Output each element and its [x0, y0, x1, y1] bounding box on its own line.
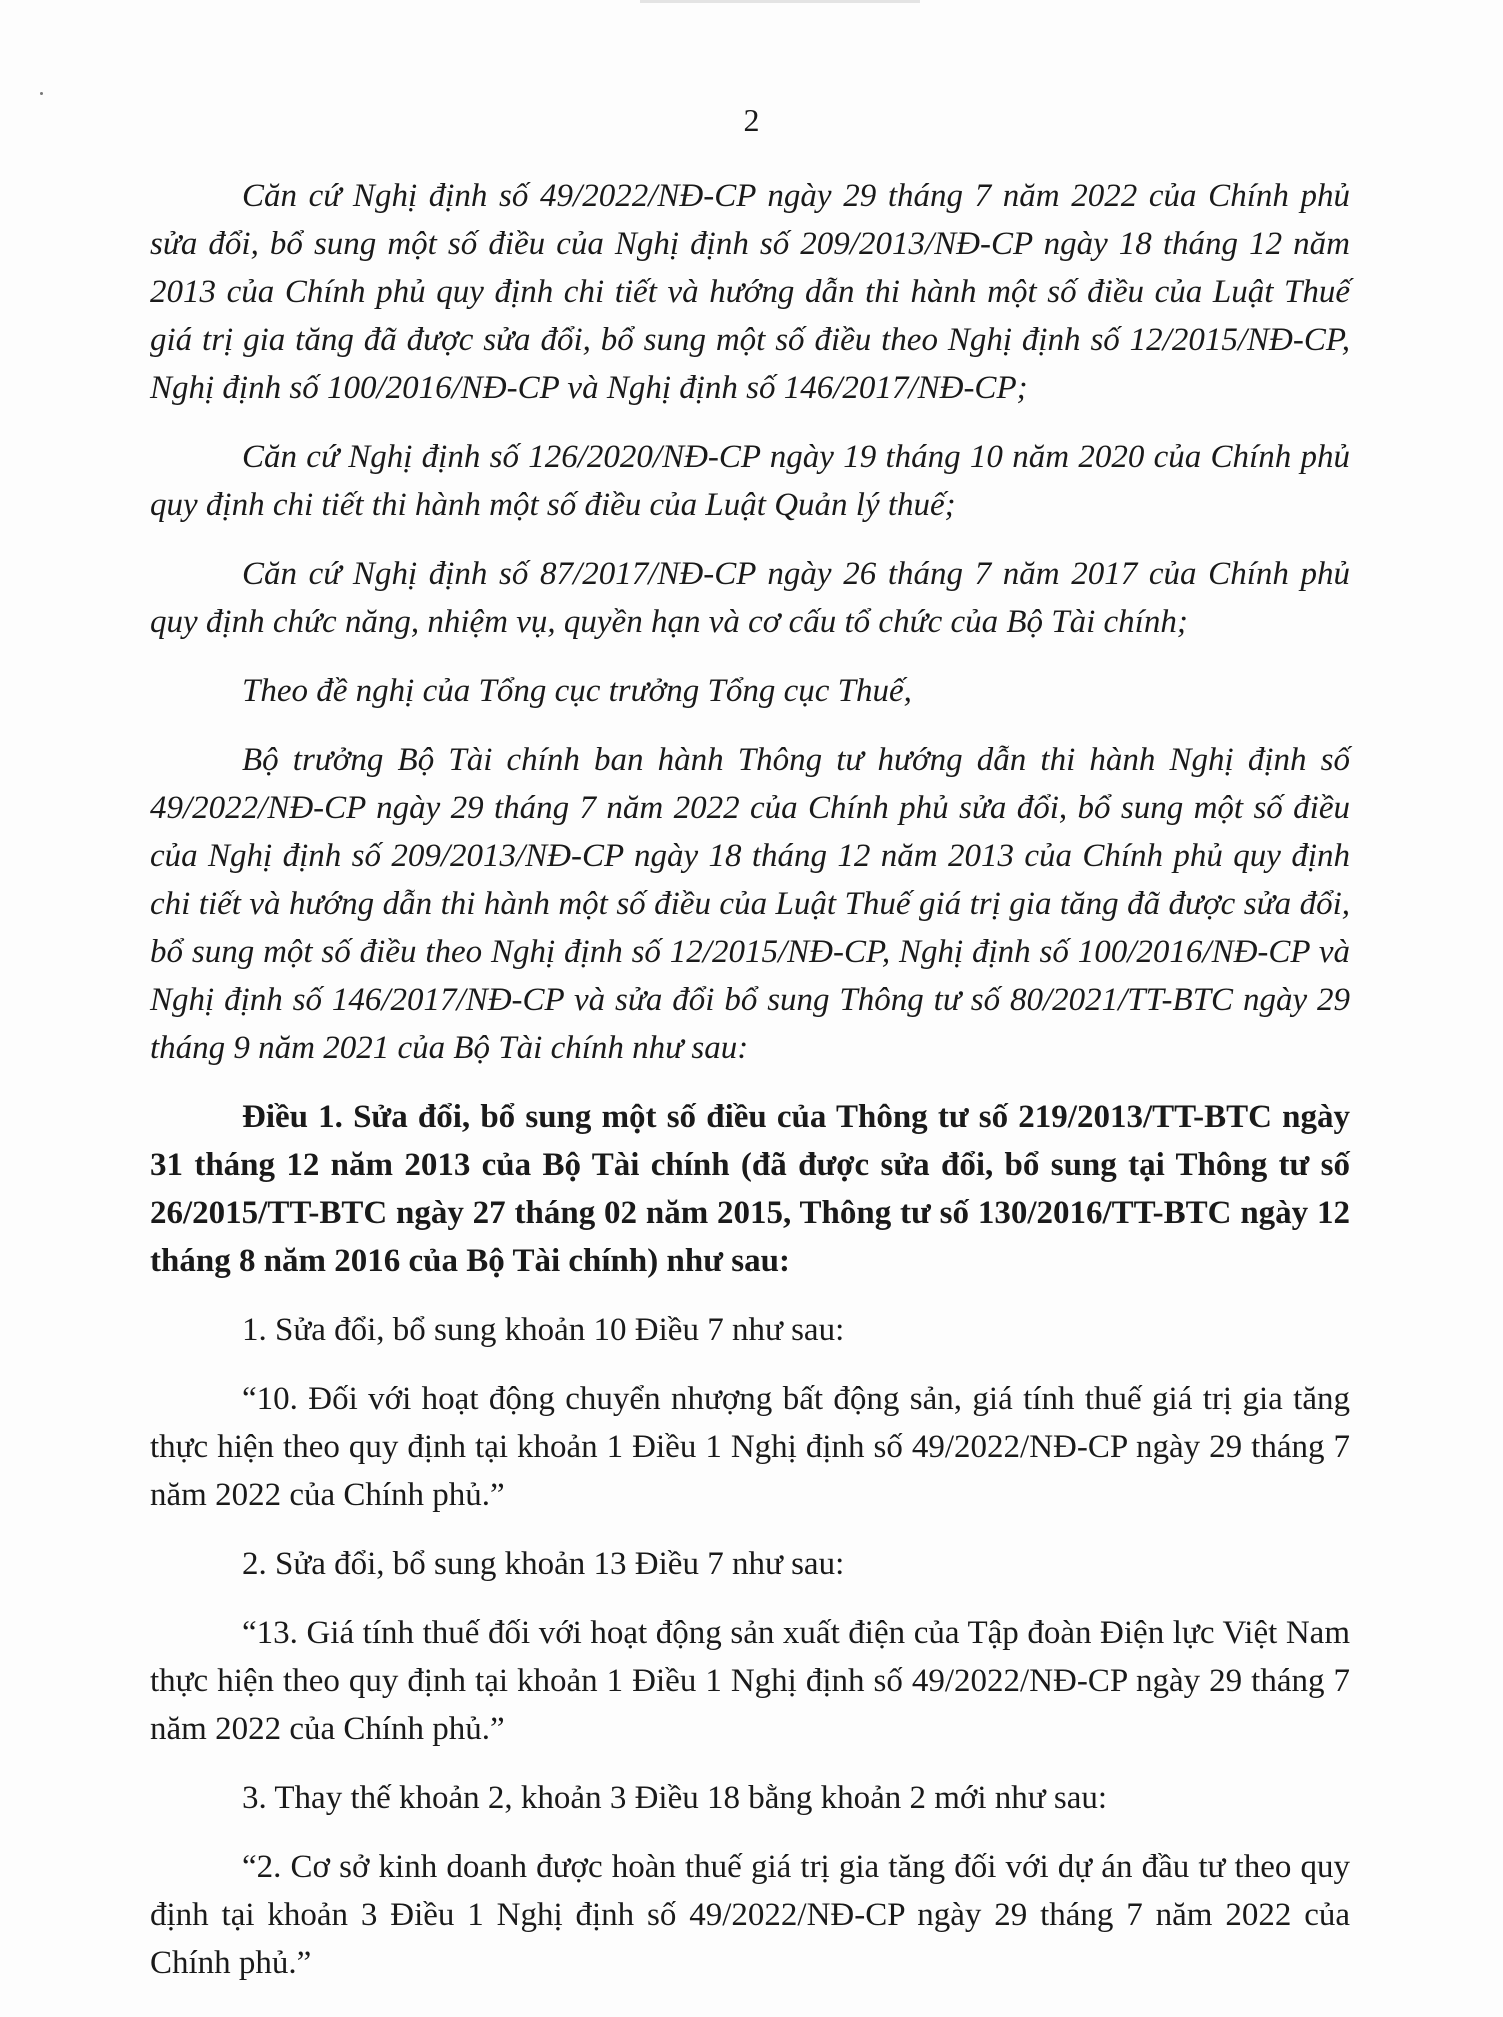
- article-1-heading: Điều 1. Sửa đổi, bổ sung một số điều của Thông tư số 219/2013/TT-BTC ngày 31 tháng 12 năm 2013 của Bộ Tài chính (đã được sửa đổi, bổ sung tại Thông tư số 26/2015/TT-BTC ngày 27 tháng 02 năm 2015, Thông tư số 130/2016/TT-BTC ngày 12 tháng 8 năm 2016 của Bộ Tài chính) như sau:: [150, 1099, 1350, 1279]
- clause-3-content: “2. Cơ sở kinh doanh được hoàn thuế giá trị gia tăng đối với dự án đầu tư theo quy định tại khoản 3 Điều 1 Nghị định số 49/2022/NĐ-CP ngày 29 tháng 7 năm 2022 của Chính phủ.”: [150, 1849, 1350, 1981]
- clause-3-intro: 3. Thay thế khoản 2, khoản 3 Điều 18 bằng khoản 2 mới như sau:: [242, 1780, 1108, 1816]
- legal-basis-decree-49: Căn cứ Nghị định số 49/2022/NĐ-CP ngày 29 tháng 7 năm 2022 của Chính phủ sửa đổi, bổ sung một số điều của Nghị định số 209/2013/NĐ-CP ngày 18 tháng 12 năm 2013 của Chính phủ quy định chi tiết và hướng dẫn thi hành một số điều của Luật Thuế giá trị gia tăng đã được sửa đổi, bổ sung một số điều theo Nghị định số 12/2015/NĐ-CP, Nghị định số 100/2016/NĐ-CP và Nghị định số 146/2017/NĐ-CP;: [150, 178, 1350, 406]
- scan-artifact: [640, 0, 920, 3]
- document-body: [150, 172, 1350, 1987]
- clause-2-intro: 2. Sửa đổi, bổ sung khoản 13 Điều 7 như sau:: [242, 1546, 845, 1582]
- page-number: 2: [743, 102, 760, 138]
- proposal-statement: Theo đề nghị của Tổng cục trưởng Tổng cục Thuế,: [242, 673, 912, 709]
- clause-1-intro: 1. Sửa đổi, bổ sung khoản 10 Điều 7 như sau:: [242, 1312, 845, 1348]
- clause-1-content: “10. Đối với hoạt động chuyển nhượng bất động sản, giá tính thuế giá trị gia tăng thực hiện theo quy định tại khoản 1 Điều 1 Nghị định số 49/2022/NĐ-CP ngày 29 tháng 7 năm 2022 của Chính phủ.”: [150, 1381, 1350, 1513]
- legal-basis-decree-87: Căn cứ Nghị định số 87/2017/NĐ-CP ngày 26 tháng 7 năm 2017 của Chính phủ quy định chức năng, nhiệm vụ, quyền hạn và cơ cấu tổ chức của Bộ Tài chính;: [150, 556, 1350, 640]
- scan-speck: [40, 92, 43, 95]
- clause-2-content: “13. Giá tính thuế đối với hoạt động sản xuất điện của Tập đoàn Điện lực Việt Nam thực hiện theo quy định tại khoản 1 Điều 1 Nghị định số 49/2022/NĐ-CP ngày 29 tháng 7 năm 2022 của Chính phủ.”: [150, 1615, 1350, 1747]
- legal-basis-decree-126: Căn cứ Nghị định số 126/2020/NĐ-CP ngày 19 tháng 10 năm 2020 của Chính phủ quy định chi tiết thi hành một số điều của Luật Quản lý thuế;: [150, 439, 1350, 523]
- issuance-statement: Bộ trưởng Bộ Tài chính ban hành Thông tư hướng dẫn thi hành Nghị định số 49/2022/NĐ-CP ngày 29 tháng 7 năm 2022 của Chính phủ sửa đổi, bổ sung một số điều của Nghị định số 209/2013/NĐ-CP ngày 18 tháng 12 năm 2013 của Chính phủ quy định chi tiết và hướng dẫn thi hành một số điều của Luật Thuế giá trị gia tăng đã được sửa đổi, bổ sung một số điều theo Nghị định số 12/2015/NĐ-CP, Nghị định số 100/2016/NĐ-CP và Nghị định số 146/2017/NĐ-CP và sửa đổi bổ sung Thông tư số 80/2021/TT-BTC ngày 29 tháng 9 năm 2021 của Bộ Tài chính như sau:: [150, 742, 1350, 1066]
